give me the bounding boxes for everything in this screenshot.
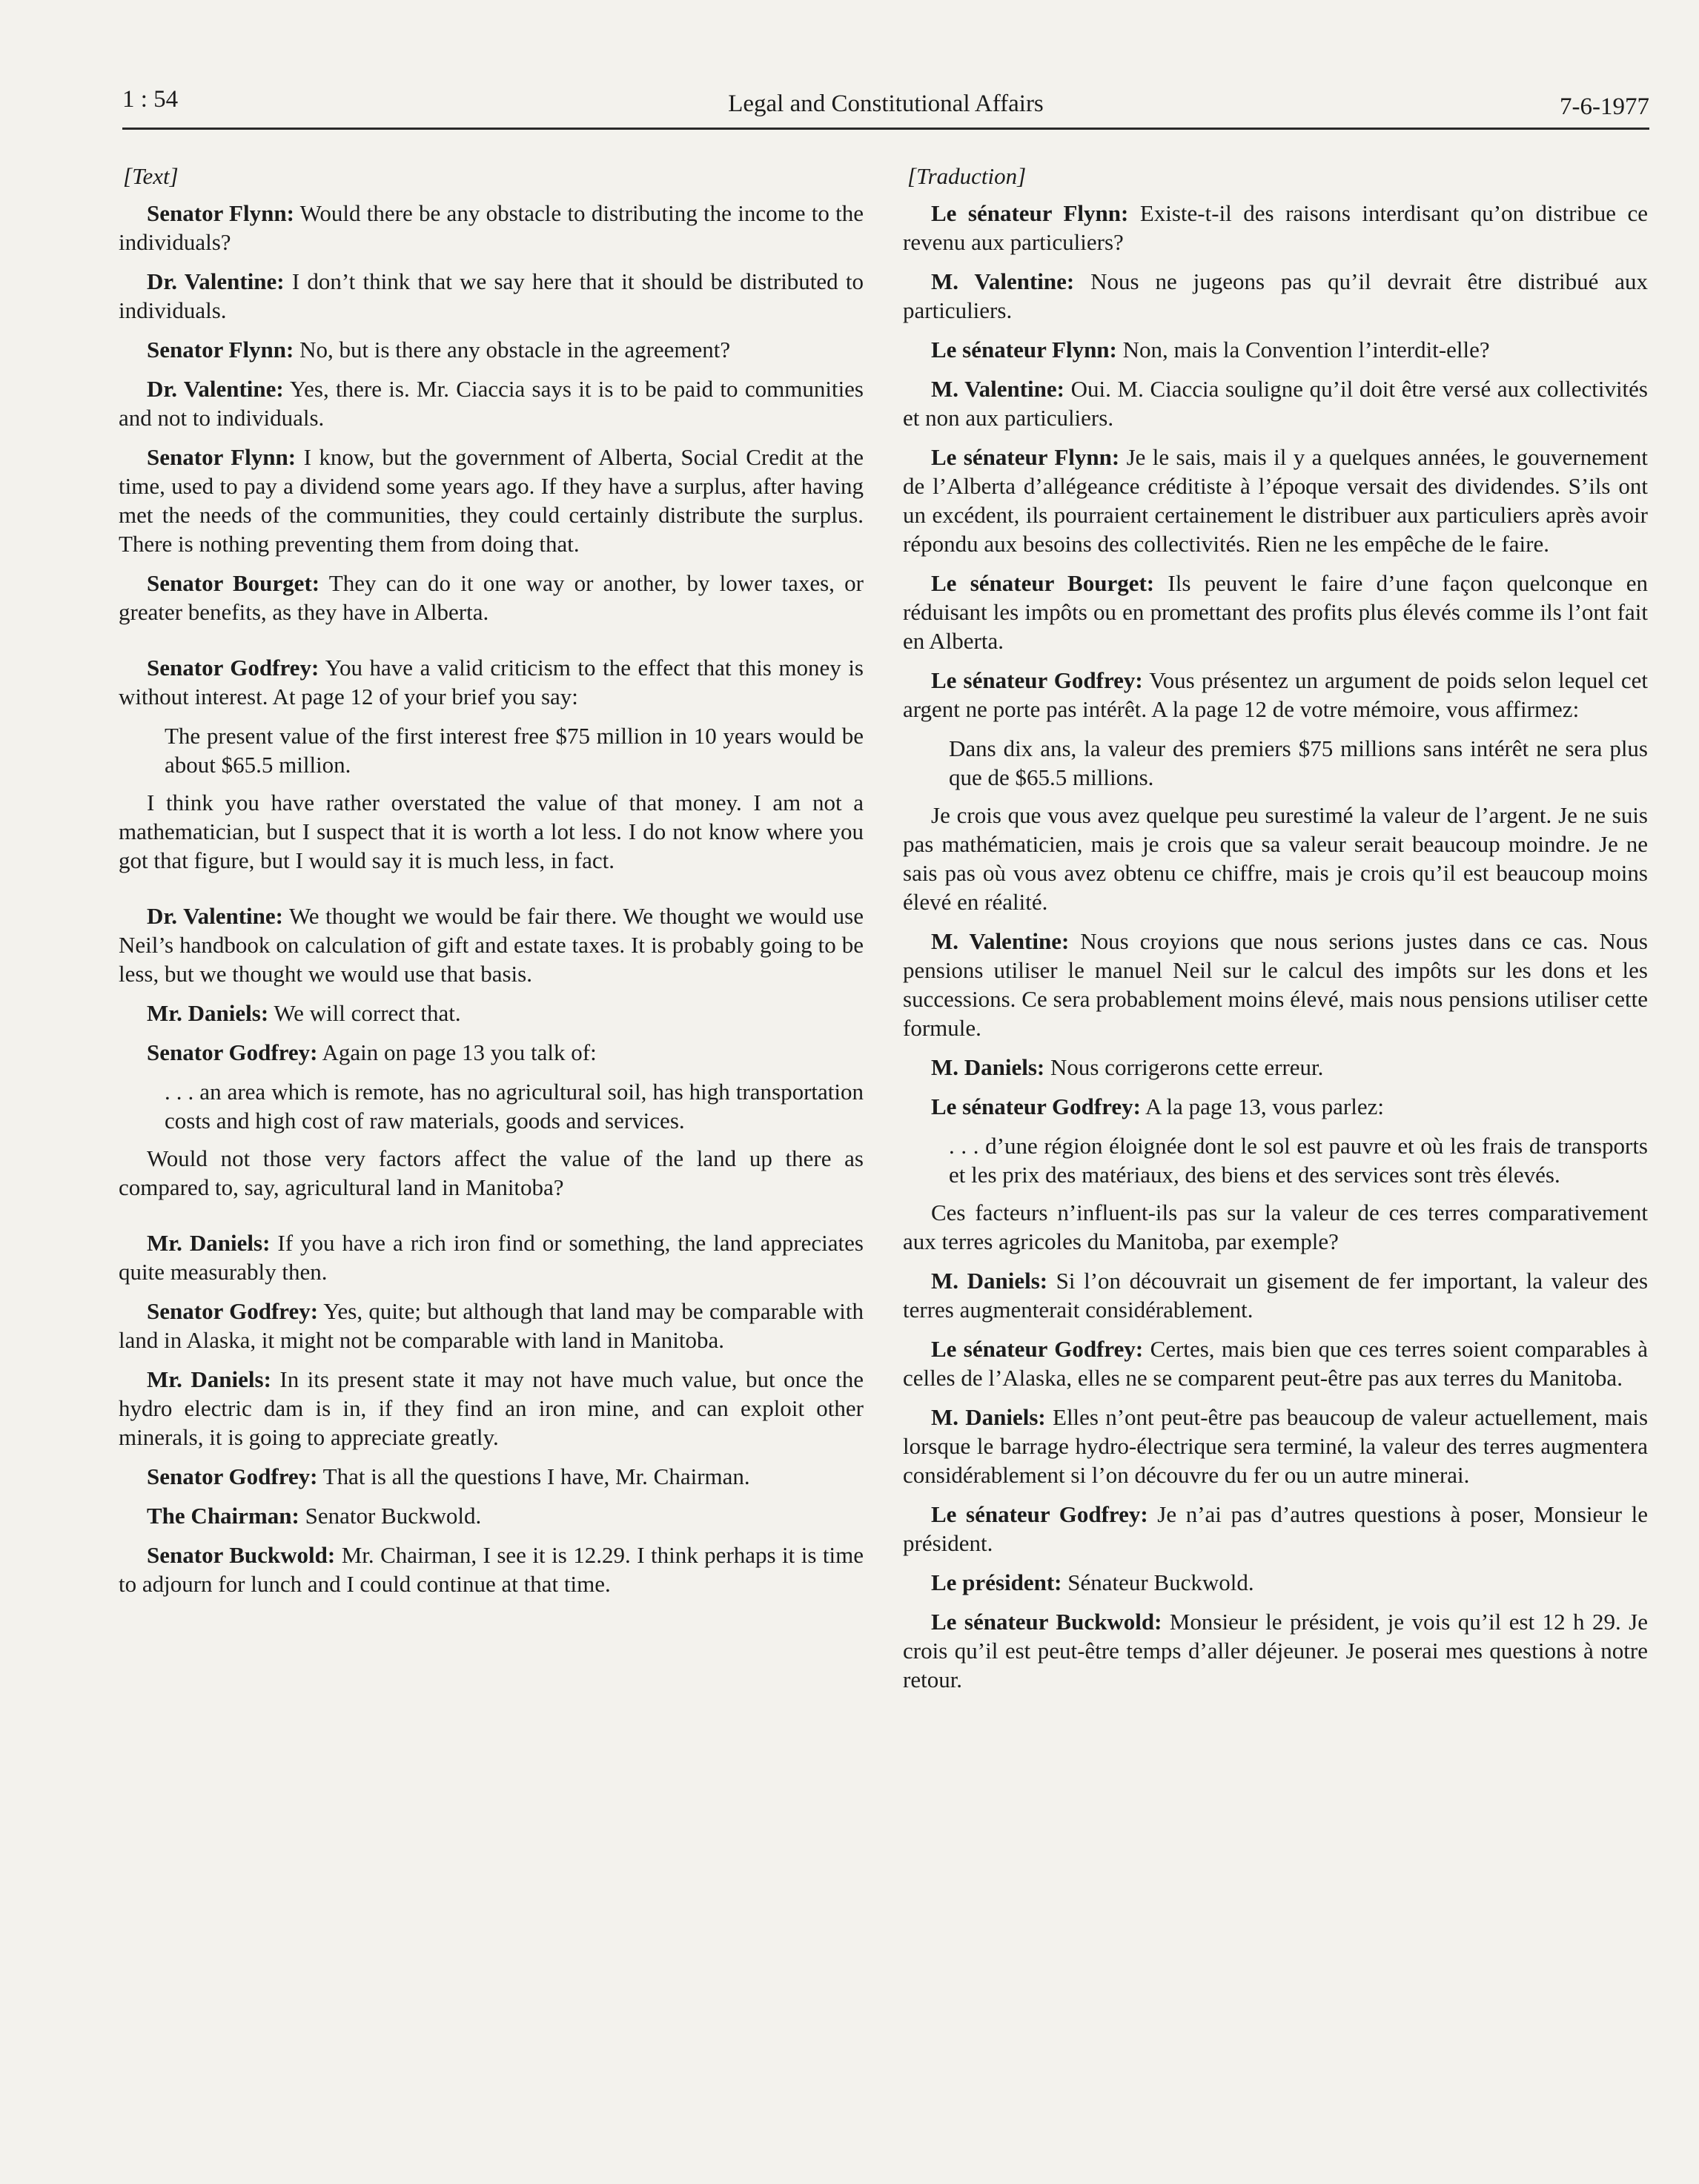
speech-text: Monsieur le président, je vois qu’il est 12 h 29. Je crois qu’il est peut-être temps d’aller déjeuner. Je poserai mes questions à notre retour. bbox=[903, 1609, 1648, 1692]
speech-text: We thought we would be fair there. We thought we would use Neil’s handbook on calculation of gift and estate taxes. It is probably going to be less, but we thought we would use that basis. bbox=[119, 903, 864, 987]
speaker-name: Le sénateur Godfrey: bbox=[931, 1336, 1144, 1362]
speech-text: Again on page 13 you talk of: bbox=[317, 1039, 597, 1065]
speech-text: They can do it one way or another, by lower taxes, or greater benefits, as they have in Alberta. bbox=[119, 570, 864, 625]
paragraph-spacer bbox=[119, 1212, 864, 1228]
speech-text: In its present state it may not have much value, but once the hydro electric dam is in, if they find an iron mine, and can exploit other minerals, it is going to appreciate greatly. bbox=[119, 1366, 864, 1450]
speaker-name: Dr. Valentine: bbox=[147, 376, 284, 402]
speech-paragraph bbox=[903, 666, 1648, 724]
speech-paragraph bbox=[903, 267, 1648, 325]
speech-text: Yes, there is. Mr. Ciaccia says it is to be paid to communities and not to individuals. bbox=[119, 376, 864, 431]
speaker-name: Senator Godfrey: bbox=[147, 1463, 318, 1489]
speech-text: Existe-t-il des raisons interdisant qu’on distribue ce revenu aux particuliers? bbox=[903, 200, 1648, 255]
speaker-name: Senator Godfrey: bbox=[147, 655, 319, 681]
speech-text: Nous ne jugeons pas qu’il devrait être distribué aux particuliers. bbox=[903, 268, 1648, 323]
speech-paragraph bbox=[903, 1266, 1648, 1324]
speech-text: Sénateur Buckwold. bbox=[1062, 1569, 1254, 1595]
block-quote: . . . an area which is remote, has no agricultural soil, has high transportation costs and high cost of raw materials, goods and services. bbox=[165, 1079, 864, 1134]
speech-paragraph bbox=[903, 927, 1648, 1042]
speech-paragraph bbox=[119, 1228, 864, 1286]
speech-paragraph bbox=[903, 1403, 1648, 1489]
speaker-name: M. Valentine: bbox=[931, 928, 1070, 954]
speaker-name: Mr. Daniels: bbox=[147, 1366, 271, 1392]
speech-text: Mr. Chairman, I see it is 12.29. I think perhaps it is time to adjourn for lunch and I could continue at that time. bbox=[119, 1542, 864, 1597]
speech-paragraph bbox=[903, 335, 1648, 364]
speech-text: I don’t think that we say here that it should be distributed to individuals. bbox=[119, 268, 864, 323]
speech-paragraph bbox=[119, 653, 864, 711]
speech-text: Would there be any obstacle to distributing the income to the individuals? bbox=[119, 200, 864, 255]
speech-paragraph bbox=[119, 199, 864, 257]
publication-title: Legal and Constitutional Affairs bbox=[728, 90, 1044, 117]
speaker-name: Le sénateur Bourget: bbox=[931, 570, 1155, 596]
block-quote: The present value of the first interest free $75 million in 10 years would be about $65.5 million. bbox=[165, 723, 864, 778]
block-quote: Dans dix ans, la valeur des premiers $75 millions sans intérêt ne sera plus que de $65.5 millions. bbox=[949, 735, 1648, 790]
french-column bbox=[903, 162, 1648, 1704]
speaker-name: Dr. Valentine: bbox=[147, 268, 285, 294]
speech-paragraph bbox=[903, 1607, 1648, 1694]
paragraph-spacer bbox=[119, 637, 864, 653]
page-number: 1 : 54 bbox=[122, 86, 179, 113]
speech-paragraph bbox=[119, 267, 864, 325]
block-quote: . . . d’une région éloignée dont le sol est pauvre et où les frais de transports et les prix des matériaux, des biens et des services sont très élevés. bbox=[949, 1133, 1648, 1188]
speaker-name: Senator Flynn: bbox=[147, 200, 294, 226]
continuation-paragraph: Ces facteurs n’influent-ils pas sur la valeur de ces terres comparativement aux terres agricoles du Manitoba, par exemple? bbox=[903, 1199, 1648, 1254]
speech-text: Non, mais la Convention l’interdit-elle? bbox=[1116, 337, 1490, 363]
speaker-name: Senator Flynn: bbox=[147, 337, 294, 363]
speech-paragraph bbox=[119, 901, 864, 988]
speech-text: A la page 13, vous parlez: bbox=[1140, 1093, 1384, 1119]
speaker-name: M. Valentine: bbox=[931, 376, 1064, 402]
speaker-name: Le sénateur Buckwold: bbox=[931, 1609, 1162, 1635]
speech-text: Yes, quite; but although that land may be comparable with land in Alaska, it might not be comparable with land in Manitoba. bbox=[119, 1298, 864, 1353]
speaker-name: Le sénateur Godfrey: bbox=[931, 667, 1143, 693]
speech-paragraph bbox=[903, 1568, 1648, 1597]
speech-paragraph bbox=[119, 335, 864, 364]
speaker-name: M. Daniels: bbox=[931, 1054, 1045, 1080]
speech-text: Certes, mais bien que ces terres soient comparables à celles de l’Alaska, elles ne se comparent peut-être pas aux terres du Manitoba. bbox=[903, 1336, 1648, 1391]
speech-text: Nous croyions que nous serions justes dans ce cas. Nous pensions utiliser le manuel Neil sur le calcul des impôts sur les dons et les successions. Ce sera probablement moins élevé, mais nous pensions utiliser cette formule. bbox=[903, 928, 1648, 1041]
speech-paragraph bbox=[903, 1334, 1648, 1392]
speaker-name: M. Daniels: bbox=[931, 1268, 1048, 1294]
speaker-name: Le sénateur Flynn: bbox=[931, 444, 1120, 470]
speaker-name: Senator Bourget: bbox=[147, 570, 320, 596]
speaker-name: M. Valentine: bbox=[931, 268, 1075, 294]
english-column bbox=[119, 162, 864, 1609]
running-header bbox=[122, 83, 1649, 130]
continuation-paragraph: Would not those very factors affect the value of the land up there as compared to, say, agricultural land in Manitoba? bbox=[119, 1145, 864, 1200]
speech-paragraph bbox=[903, 569, 1648, 655]
speech-paragraph bbox=[119, 569, 864, 626]
speaker-name: The Chairman: bbox=[147, 1503, 299, 1529]
speech-paragraph bbox=[903, 374, 1648, 432]
speaker-name: Le sénateur Godfrey: bbox=[931, 1501, 1148, 1527]
speech-paragraph bbox=[119, 1038, 864, 1067]
text-marker: [Text] bbox=[123, 163, 179, 189]
speech-text: Je n’ai pas d’autres questions à poser, Monsieur le président. bbox=[903, 1501, 1649, 1556]
speech-paragraph bbox=[903, 1092, 1648, 1121]
speech-paragraph bbox=[903, 443, 1648, 558]
speech-text: If you have a rich iron find or something, the land appreciates quite measurably then. bbox=[119, 1230, 864, 1285]
issue-date: 7-6-1977 bbox=[1560, 93, 1649, 120]
speaker-name: Mr. Daniels: bbox=[147, 1000, 269, 1026]
paragraph-spacer bbox=[119, 885, 864, 901]
speech-text: You have a valid criticism to the effect that this money is without interest. At page 12 of your brief you say: bbox=[119, 655, 864, 709]
speech-text: Vous présentez un argument de poids selon lequel cet argent ne porte pas intérêt. A la page 12 de votre mémoire, vous affirmez: bbox=[903, 667, 1649, 722]
speech-text: No, but is there any obstacle in the agreement? bbox=[294, 337, 731, 363]
speaker-name: M. Daniels: bbox=[931, 1404, 1046, 1430]
speech-text: Elles n’ont peut-être pas beaucoup de valeur actuellement, mais lorsque le barrage hydro-électrique sera terminé, la valeur des terres augmentera considérablement si l’on découvre du fer ou un autre minerai. bbox=[903, 1404, 1649, 1488]
speech-paragraph bbox=[119, 1462, 864, 1491]
speech-text: Ils peuvent le faire d’une façon quelconque en réduisant les impôts ou en promettant des profits plus élevés comme ils l’ont fait en Alberta. bbox=[903, 570, 1649, 654]
speaker-name: Senator Godfrey: bbox=[147, 1039, 318, 1065]
translation-marker: [Traduction] bbox=[907, 163, 1027, 189]
speech-paragraph bbox=[903, 199, 1648, 257]
speech-text: Je le sais, mais il y a quelques années, le gouvernement de l’Alberta d’allégeance créditiste à l’époque versait des dividendes. S’ils ont un excédent, ils pourraient certainement le distribuer aux particuliers après avoir répondu aux besoins des collectivités. Rien ne les empêche de le faire. bbox=[903, 444, 1648, 557]
speech-text: Oui. M. Ciaccia souligne qu’il doit être versé aux collectivités et non aux particuliers. bbox=[903, 376, 1648, 431]
speaker-name: Senator Godfrey: bbox=[147, 1298, 319, 1324]
speaker-name: Le président: bbox=[931, 1569, 1062, 1595]
speech-paragraph bbox=[119, 1365, 864, 1452]
speaker-name: Le sénateur Flynn: bbox=[931, 200, 1129, 226]
speech-text: Nous corrigerons cette erreur. bbox=[1044, 1054, 1324, 1080]
speech-paragraph bbox=[903, 1053, 1648, 1082]
speaker-name: Senator Flynn: bbox=[147, 444, 297, 470]
speech-text: That is all the questions I have, Mr. Chairman. bbox=[317, 1463, 750, 1489]
speaker-name: Senator Buckwold: bbox=[147, 1542, 336, 1568]
continuation-paragraph: I think you have rather overstated the value of that money. I am not a mathematician, but I suspect that it is worth a lot less. I do not know where you got that figure, but I would say it is much less, in fact. bbox=[119, 790, 864, 873]
speaker-name: Dr. Valentine: bbox=[147, 903, 283, 929]
speech-paragraph bbox=[119, 1541, 864, 1598]
speaker-name: Le sénateur Flynn: bbox=[931, 337, 1117, 363]
speech-paragraph bbox=[903, 1500, 1648, 1558]
speech-text: I know, but the government of Alberta, Social Credit at the time, used to pay a dividend some years ago. If they have a surplus, after having met the needs of the communities, they could certainly distribute the surplus. There is nothing preventing them from doing that. bbox=[119, 444, 864, 557]
speech-paragraph bbox=[119, 1297, 864, 1354]
speech-text: Senator Buckwold. bbox=[299, 1503, 482, 1529]
speech-paragraph bbox=[119, 374, 864, 432]
speech-paragraph bbox=[119, 443, 864, 558]
speech-paragraph bbox=[119, 1501, 864, 1530]
speech-text: Si l’on découvrait un gisement de fer important, la valeur des terres augmenterait considérablement. bbox=[903, 1268, 1649, 1323]
continuation-paragraph: Je crois que vous avez quelque peu surestimé la valeur de l’argent. Je ne suis pas mathématicien, mais je crois que sa valeur serait beaucoup moindre. Je ne sais pas où vous avez obtenu ce chiffre, mais je crois qu’il est beaucoup moins élevé en réalité. bbox=[903, 802, 1648, 915]
speaker-name: Le sénateur Godfrey: bbox=[931, 1093, 1141, 1119]
speaker-name: Mr. Daniels: bbox=[147, 1230, 271, 1256]
speech-text: We will correct that. bbox=[268, 1000, 461, 1026]
speech-paragraph bbox=[119, 999, 864, 1028]
